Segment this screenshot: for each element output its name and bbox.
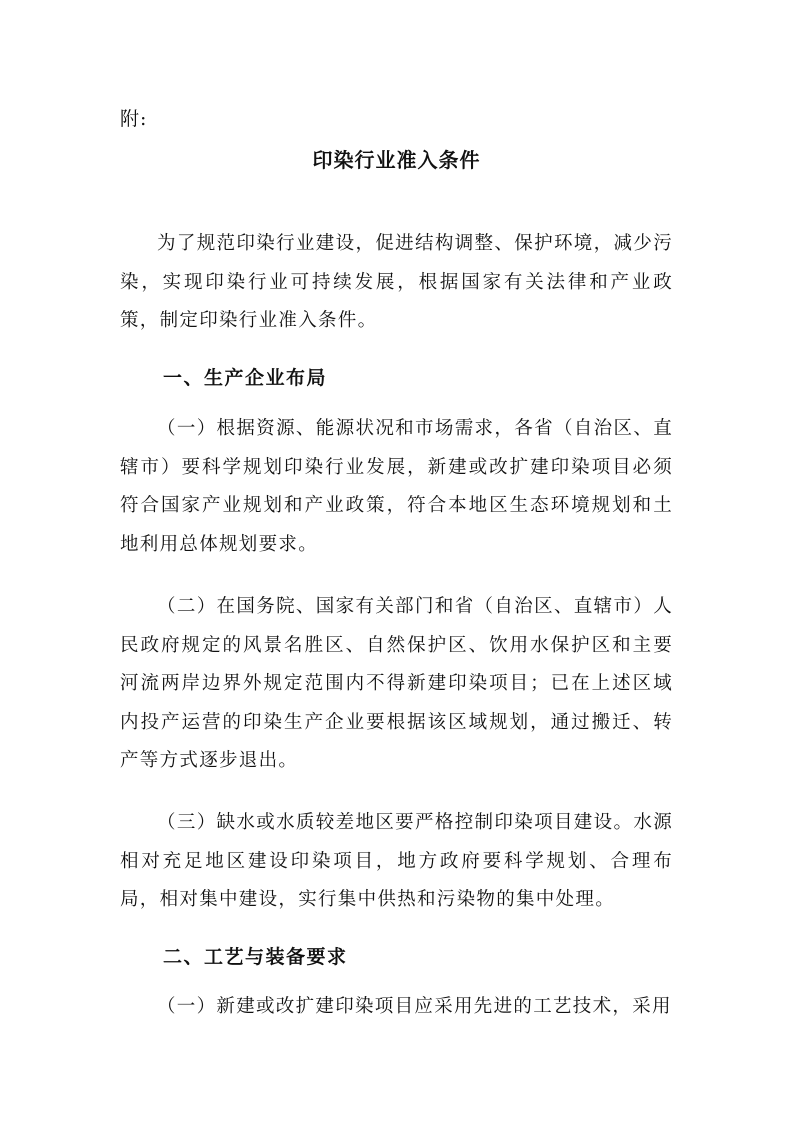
document-title: 印染行业准入条件	[312, 148, 481, 172]
section1-paragraph-1: （一）根据资源、能源状况和市场需求，各省（自治区、直辖市）要科学规划印染行业发展，新建或改扩建印染项目必须符合国家产业规划和产业政策，符合本地区生态环境规划和土地利用总体规划要求。	[120, 418, 673, 555]
attachment-label: 附:	[120, 108, 148, 130]
section2-paragraph-1: （一）新建或改扩建印染项目应采用先进的工艺技术，采用	[157, 996, 672, 1017]
intro-paragraph: 为了规范印染行业建设，促进结构调整、保护环境，减少污染，实现印染行业可持续发展，根据国家有关法律和产业政策，制定印染行业准入条件。	[120, 233, 673, 331]
section-heading-process: 二、工艺与装备要求	[163, 946, 348, 968]
section1-paragraph-3: （三）缺水或水质较差地区要严格控制印染项目建设。水源相对充足地区建设印染项目，地方政府要科学规划、合理布局，相对集中建设，实行集中供热和污染物的集中处理。	[120, 812, 673, 910]
section-heading-layout: 一、生产企业布局	[163, 367, 328, 389]
section1-paragraph-2: （二）在国务院、国家有关部门和省（自治区、直辖市）人民政府规定的风景名胜区、自然保护区、饮用水保护区和主要河流两岸边界外规定范围内不得新建印染项目；已在上述区域内投产运营的印染生产企业要根据该区域规划，通过搬迁、转产等方式逐步退出。	[120, 596, 673, 771]
